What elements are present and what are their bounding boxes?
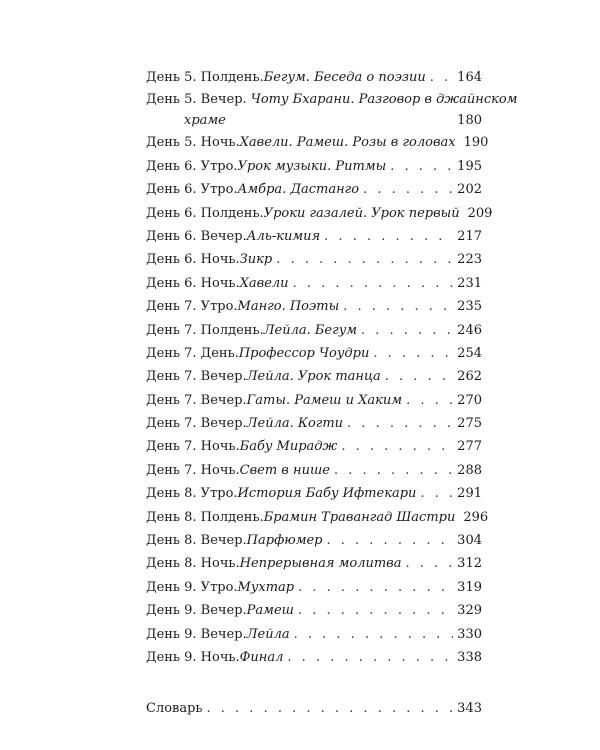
dot-leader	[420, 482, 453, 505]
toc-entry	[146, 623, 482, 646]
entry-prefix: День 8. Вечер.	[146, 533, 247, 549]
toc-entry	[146, 178, 482, 201]
entry-title: Мухтар	[237, 579, 295, 595]
entry-page-number: 330	[457, 626, 482, 642]
dot-leader	[430, 66, 453, 89]
toc-entry	[146, 389, 482, 412]
entry-prefix: День 7. Полдень.	[146, 322, 264, 338]
toc-entry	[146, 482, 482, 505]
entry-page-number: 277	[457, 439, 482, 455]
entry-page-number: 270	[457, 392, 482, 408]
dot-leader	[341, 435, 453, 458]
entry-page-number: 291	[457, 486, 482, 502]
entry-page-number: 164	[457, 70, 482, 85]
dot-leader	[363, 178, 453, 201]
toc-entry	[146, 365, 482, 388]
dot-leader	[343, 295, 453, 318]
entry-title: Непрерывная молитва	[239, 556, 402, 572]
entry-prefix: День 7. Вечер.	[146, 369, 247, 385]
dot-leader	[406, 552, 454, 575]
toc-entry	[146, 248, 482, 271]
toc-entry	[146, 155, 482, 178]
entry-prefix: День 7. Ночь.	[146, 439, 240, 455]
dot-leader	[298, 576, 453, 599]
entry-page-number: 296	[463, 509, 489, 525]
entry-title: Лейла. Урок танца	[246, 369, 381, 385]
entry-title: Уроки газалей. Урок первый	[263, 205, 460, 221]
toc-entry	[146, 459, 482, 482]
toc-entry	[146, 412, 482, 435]
entry-prefix: День 5. Вечер.	[146, 92, 251, 108]
entry-prefix: День 5. Ночь.	[146, 135, 240, 151]
entry-title: Аль-кимия	[246, 228, 321, 244]
entry-prefix: День 6. Ночь.	[146, 275, 240, 291]
toc-entry	[146, 89, 518, 131]
entry-prefix: День 7. Ночь.	[146, 462, 240, 478]
entry-prefix: День 7. День.	[146, 345, 239, 361]
entry-prefix: День 6. Ночь.	[146, 252, 240, 268]
entry-title: Брамин Травангад Шастри	[263, 509, 456, 525]
dot-leader	[385, 365, 453, 388]
entry-prefix: День 9. Утро.	[146, 579, 238, 595]
toc-entry	[146, 435, 482, 458]
entry-prefix: День 6. Вечер.	[146, 228, 247, 244]
entry-prefix: День 6. Полдень.	[146, 205, 264, 221]
entry-page-number: 223	[457, 252, 482, 268]
dot-leader	[406, 389, 453, 412]
entry-title: Свет в нише	[239, 462, 330, 478]
entry-prefix: День 9. Ночь.	[146, 649, 240, 665]
entry-prefix: День 7. Вечер.	[146, 416, 247, 432]
dot-leader	[334, 459, 453, 482]
entry-page-number: 202	[457, 182, 482, 198]
entry-prefix: День 9. Вечер.	[146, 603, 247, 619]
entry-title: Урок музыки. Ритмы	[237, 158, 387, 174]
entry-page-number: 254	[457, 345, 482, 361]
entry-prefix: День 5. Полдень.	[146, 70, 264, 85]
toc-entry	[146, 131, 489, 154]
entry-prefix: День 8. Утро.	[146, 486, 238, 502]
toc-entry	[146, 225, 482, 248]
entry-title-continued: храме	[184, 113, 226, 129]
dot-leader	[293, 272, 454, 295]
entry-page-number: 246	[457, 322, 482, 338]
toc-entry	[146, 202, 493, 225]
toc-entry	[146, 576, 482, 599]
dot-leader	[298, 599, 453, 622]
entry-title: Манго. Поэты	[237, 299, 340, 315]
entry-page-number: 209	[467, 205, 493, 221]
dot-leader	[287, 646, 453, 669]
entry-prefix: День 8. Ночь.	[146, 556, 240, 572]
table-of-contents	[146, 66, 518, 721]
entry-title: Амбра. Дастанго	[237, 182, 360, 198]
entry-page-number: 180	[457, 113, 482, 129]
toc-entry	[146, 552, 482, 575]
dot-leader	[390, 155, 453, 178]
entry-title: История Бабу Ифтекари	[237, 486, 417, 502]
dot-leader	[324, 225, 453, 248]
dot-leader	[276, 248, 453, 271]
toc-entry	[146, 506, 489, 529]
entry-title: Профессор Чоудри	[238, 345, 370, 361]
entry-title: Лейла. Бегум	[263, 322, 358, 338]
dot-leader	[373, 342, 453, 365]
entry-prefix: День 6. Утро.	[146, 158, 238, 174]
entry-page-number: 338	[457, 649, 482, 665]
entry-page-number: 190	[463, 135, 489, 151]
entry-page-number: 217	[457, 228, 482, 244]
dot-leader	[347, 412, 453, 435]
entry-title: Парфюмер	[246, 533, 323, 549]
toc-entry	[146, 319, 482, 342]
toc-entry	[146, 646, 482, 669]
entry-page-number: 312	[457, 556, 482, 572]
entry-prefix: День 8. Полдень.	[146, 509, 264, 525]
entry-title: Хавели. Рамеш. Розы в головах	[239, 135, 456, 151]
dot-leader	[361, 319, 453, 342]
dot-leader	[294, 623, 454, 646]
entry-title: Лейла	[246, 626, 290, 642]
toc-entry	[146, 295, 482, 318]
entry-page-number: 195	[457, 158, 482, 174]
entry-page-number: 231	[457, 275, 482, 291]
toc-entry	[146, 529, 482, 552]
dot-leader	[327, 529, 454, 552]
entry-title: Бабу Мирадж	[239, 439, 338, 455]
dot-leader	[207, 697, 454, 720]
toc-entry-glossary	[146, 697, 482, 720]
toc-entry	[146, 342, 482, 365]
entry-page-number: 262	[457, 369, 482, 385]
toc-entry	[146, 599, 482, 622]
entry-prefix: День 7. Утро.	[146, 299, 238, 315]
glossary-label: Словарь	[146, 701, 203, 717]
entry-title: Гаты. Рамеш и Хаким	[246, 392, 403, 408]
glossary-page-number: 343	[457, 701, 482, 717]
section-gap	[146, 669, 482, 697]
entry-page-number: 275	[457, 416, 482, 432]
entry-title: Рамеш	[246, 603, 294, 619]
entry-title: Лейла. Когти	[246, 416, 344, 432]
entry-title: Хавели	[239, 275, 289, 291]
toc-entry	[146, 66, 482, 89]
entry-page-number: 329	[457, 603, 482, 619]
entry-title: Чоту Бхарани. Разговор в джайнском	[250, 92, 518, 108]
entry-page-number: 288	[457, 462, 482, 478]
entry-prefix: День 6. Утро.	[146, 182, 238, 198]
entry-page-number: 304	[457, 533, 482, 549]
entry-page-number: 235	[457, 299, 482, 315]
entry-page-number: 319	[457, 579, 482, 595]
entry-prefix: День 7. Вечер.	[146, 392, 247, 408]
entry-prefix: День 9. Вечер.	[146, 626, 247, 642]
entry-title: Финал	[239, 649, 284, 665]
entry-title: Зикр	[239, 252, 273, 268]
entry-title: Бегум. Беседа о поэзии	[263, 70, 426, 85]
toc-entry	[146, 272, 482, 295]
